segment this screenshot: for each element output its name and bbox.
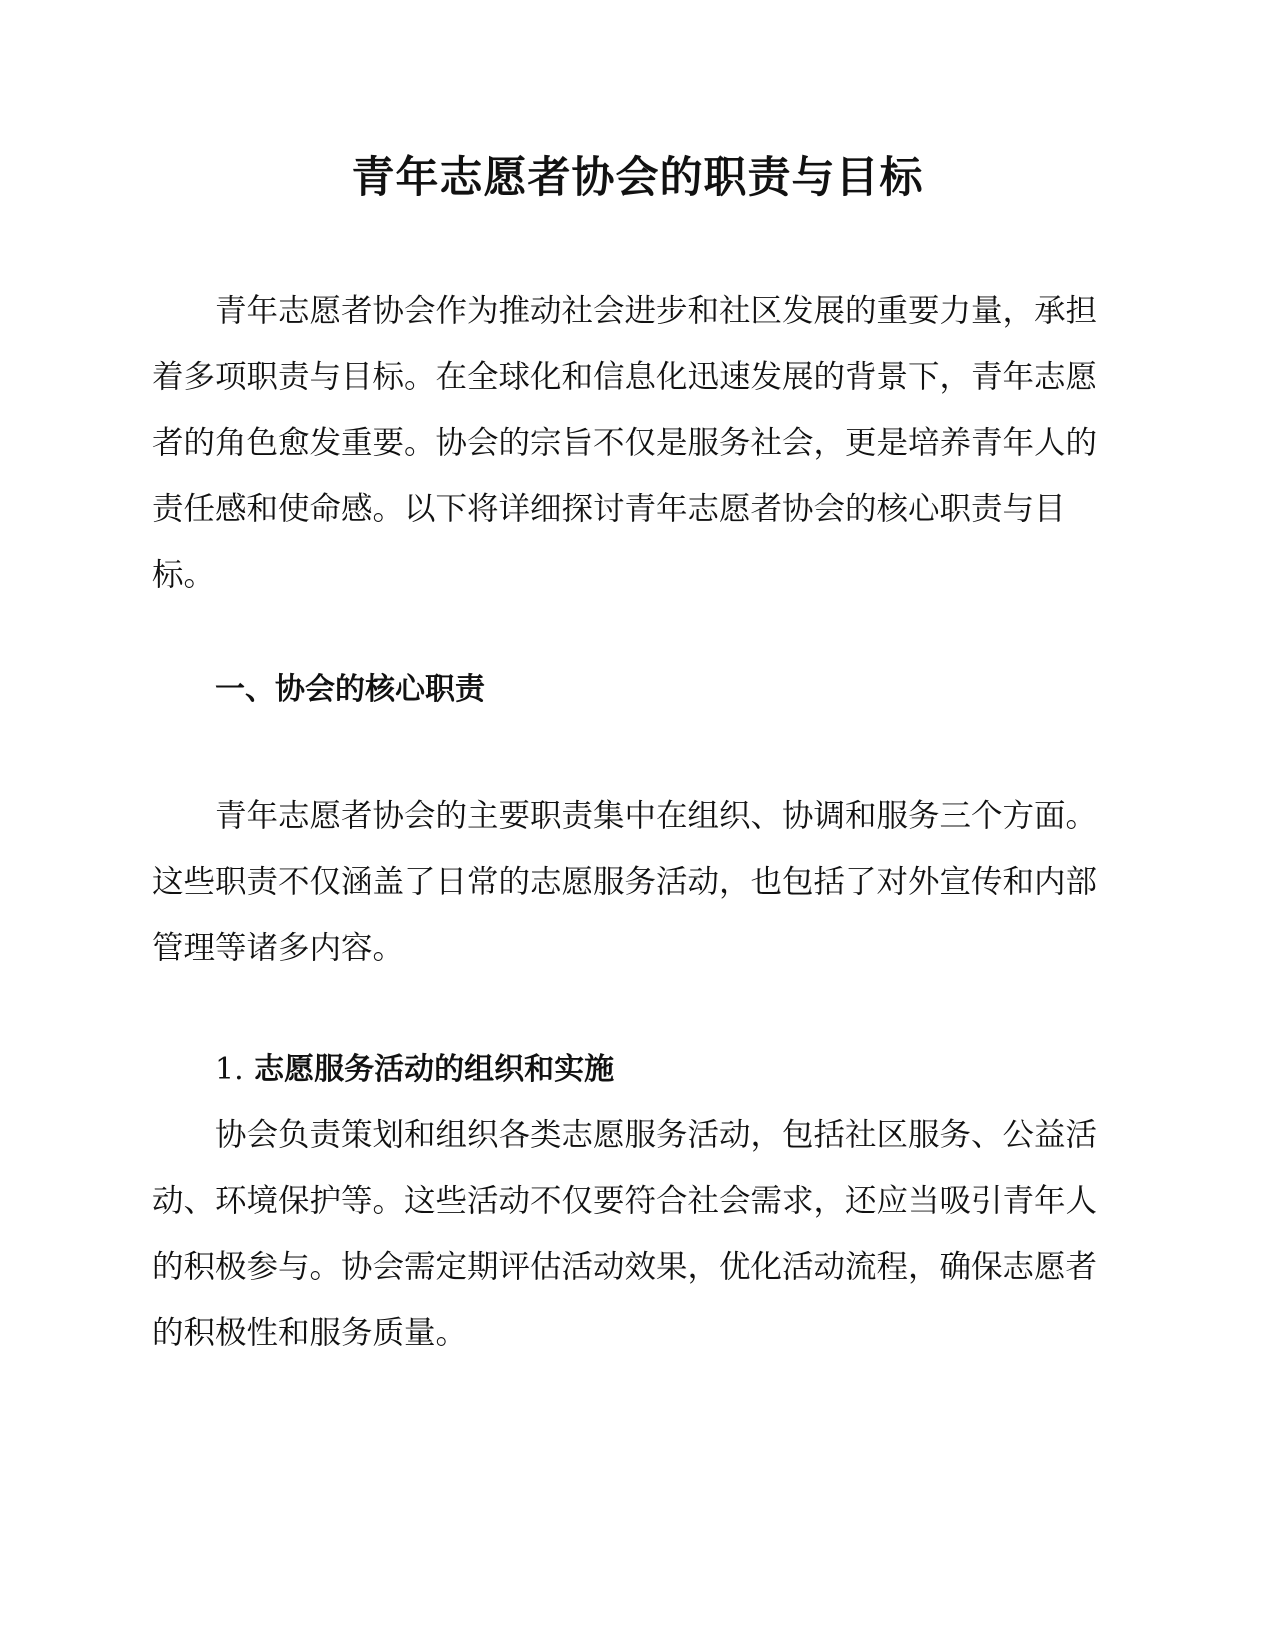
section-body-paragraph: 青年志愿者协会的主要职责集中在组织、协调和服务三个方面。这些职责不仅涵盖了日常的志愿服务活动，也包括了对外宣传和内部管理等诸多内容。 bbox=[152, 798, 1098, 966]
intro-paragraph: 青年志愿者协会作为推动社会进步和社区发展的重要力量，承担着多项职责与目标。在全球化和信息化迅速发展的背景下，青年志愿者的角色愈发重要。协会的宗旨不仅是服务社会，更是培养青年人的责任感和使命感。以下将详细探讨青年志愿者协会的核心职责与目标。 bbox=[152, 293, 1098, 593]
subsection-number: 1. bbox=[215, 1052, 244, 1087]
subsection-body-paragraph: 协会负责策划和组织各类志愿服务活动，包括社区服务、公益活动、环境保护等。这些活动不仅要符合社会需求，还应当吸引青年人的积极参与。协会需定期评估活动效果，优化活动流程，确保志愿者的积极性和服务质量。 bbox=[152, 1117, 1098, 1351]
subsection-heading-volunteer-activities bbox=[215, 1050, 614, 1090]
document-title: 青年志愿者协会的职责与目标 bbox=[351, 153, 924, 203]
subsection-heading-text: 志愿服务活动的组织和实施 bbox=[254, 1052, 615, 1087]
section-heading-core-duties: 一、协会的核心职责 bbox=[215, 672, 485, 707]
